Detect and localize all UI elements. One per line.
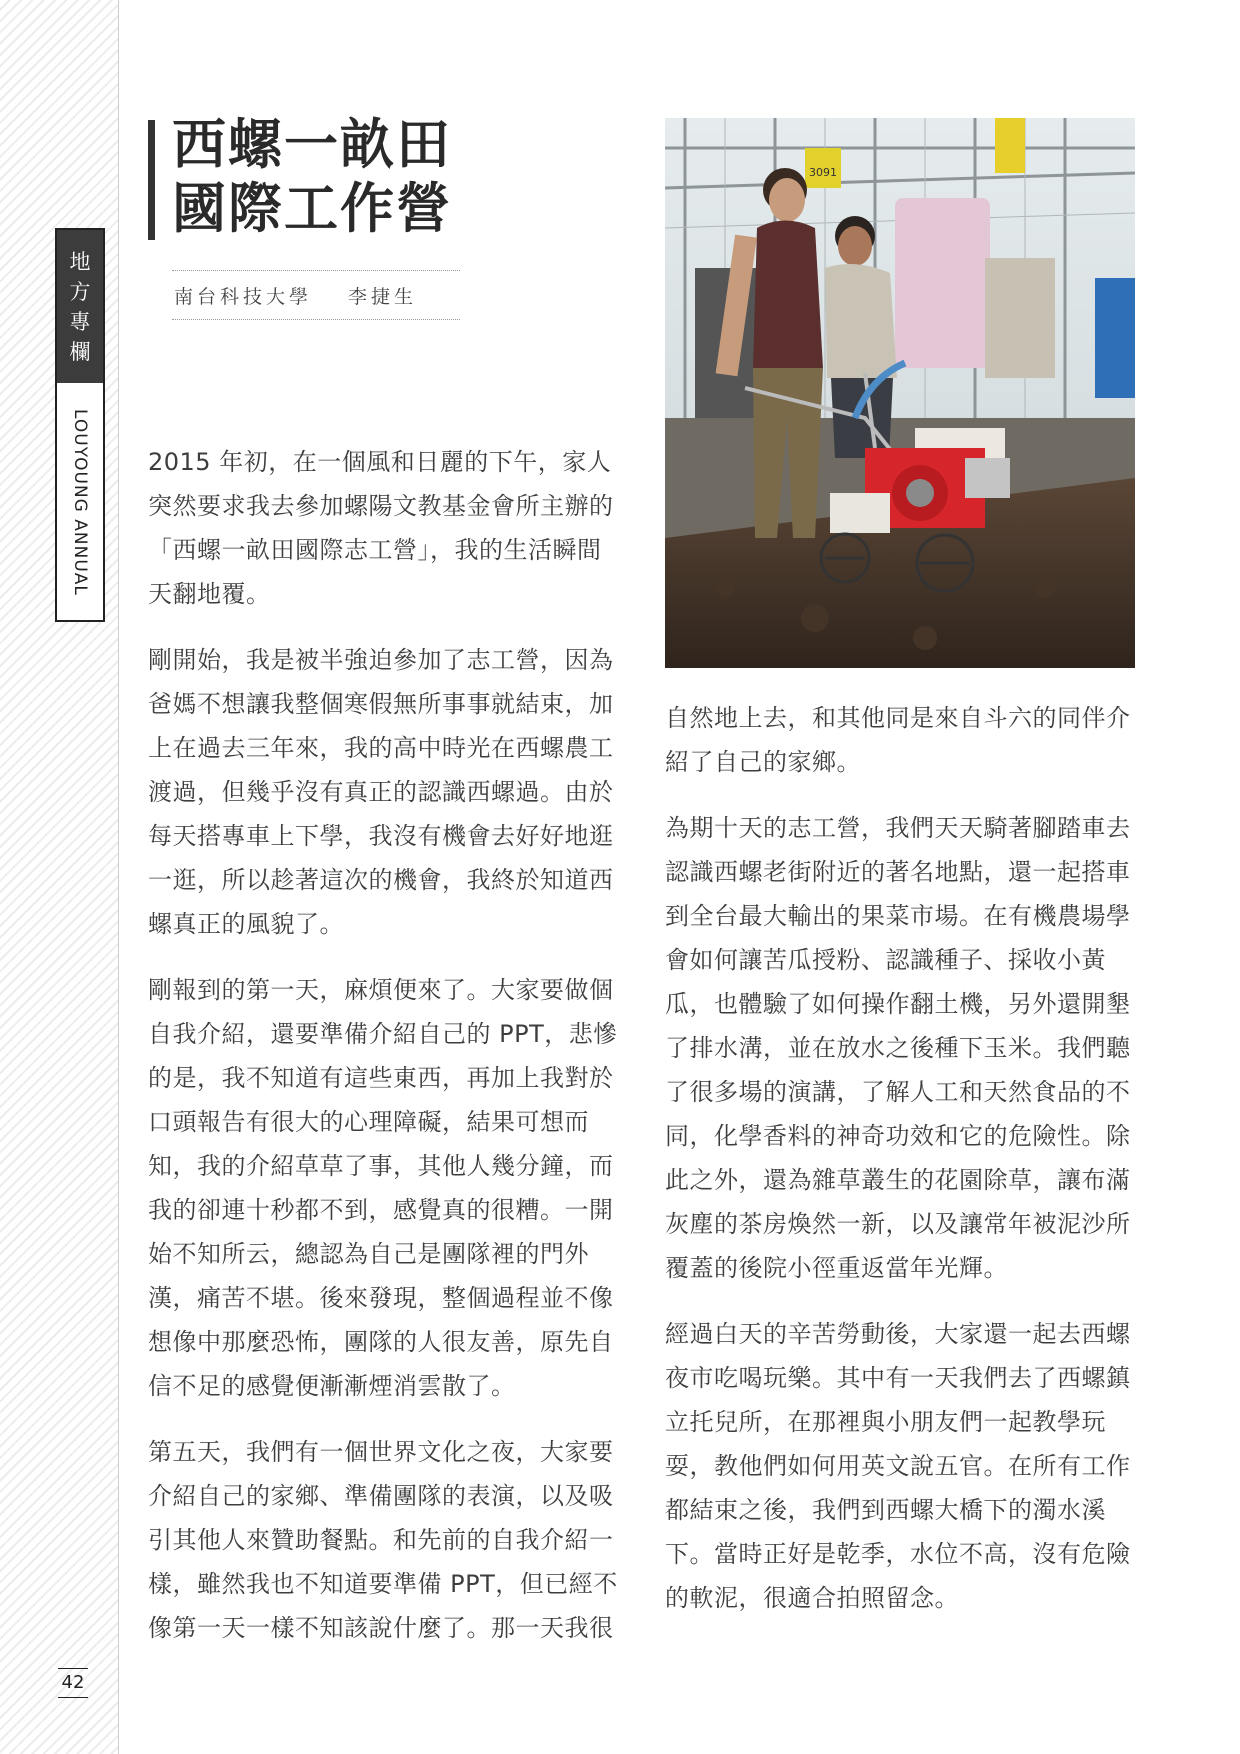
magazine-label [57,385,103,620]
paragraph: 第五天，我們有一個世界文化之夜，大家要介紹自己的家鄉、準備團隊的表演，以及吸引其他人來贊助餐點。和先前的自我介紹一樣，雖然我也不知道要準備 PPT，但已經不像第一天一樣不知該說什麼了。那一天我很 [148,1438,618,1642]
section-label [57,230,103,383]
title-line: 國際工作營 [172,176,452,240]
byline [172,270,460,320]
paragraph: 2015 年初，在一個風和日麗的下午，家人突然要求我去參加螺陽文教基金會所主辦的「西螺一畝田國際志工營」，我的生活瞬間天翻地覆。 [148,448,614,608]
title-accent-bar [148,120,155,240]
page-number: 42 [58,1668,88,1698]
section-char: 欄 [69,339,91,364]
author-name: 李捷生 [348,285,418,308]
paragraph: 為期十天的志工營，我們天天騎著腳踏車去認識西螺老街附近的著名地點，還一起搭車到全台最大輸出的果菜市場。在有機農場學會如何讓苦瓜授粉、認識種子、採收小黃瓜，也體驗了如何操作翻土機，另外還開墾了排水溝，並在放水之後種下玉米。我們聽了很多場的演講，了解人工和天然食品的不同，化學香料的神奇功效和它的危險性。除此之外，還為雜草叢生的花園除草，讓布滿灰塵的茶房煥然一新，以及讓常年被泥沙所覆蓋的後院小徑重返當年光輝。 [665,814,1131,1282]
section-char: 方 [69,279,91,304]
title-line: 西螺一畝田 [172,112,452,176]
paragraph: 剛開始，我是被半強迫參加了志工營，因為爸媽不想讓我整個寒假無所事事就結束，加上在過去三年來，我的高中時光在西螺農工渡過，但幾乎沒有真正的認識西螺過。由於每天搭專車上下學，我沒有機會去好好地逛一逛，所以趁著這次的機會，我終於知道西螺真正的風貌了。 [148,646,614,938]
section-char: 地 [69,249,91,274]
paragraph: 經過白天的辛苦勞動後，大家還一起去西螺夜市吃喝玩樂。其中有一天我們去了西螺鎮立托兒所，在那裡與小朋友們一起教學玩耍，教他們如何用英文說五官。在所有工作都結束之後，我們到西螺大橋下的濁水溪下。當時正好是乾季，水位不高，沒有危險的軟泥，很適合拍照留念。 [665,1320,1131,1612]
section-tab [55,228,105,622]
section-char: 專 [69,309,91,334]
article-title [172,112,492,240]
greenhouse-photo [665,118,1135,668]
left-column [148,440,618,1672]
paragraph: 剛報到的第一天，麻煩便來了。大家要做個自我介紹，還要準備介紹自己的 PPT，悲慘的是，我不知道有這些東西，再加上我對於口頭報告有很大的心理障礙，結果可想而知，我的介紹草草了事，其他人幾分鐘，而我的卻連十秒都不到，感覺真的很糟。一開始不知所云，總認為自己是團隊裡的門外漢，痛苦不堪。後來發現，整個過程並不像想像中那麼恐怖，團隊的人很友善，原先自信不足的感覺便漸漸煙消雲散了。 [148,976,618,1400]
magazine-name: LOUYOUNG ANNUAL [70,409,90,596]
author-school: 南台科技大學 [174,285,313,308]
article-photo [665,118,1135,668]
sign-number: 3091 [809,166,837,179]
right-column [665,696,1135,1642]
paragraph: 自然地上去，和其他同是來自斗六的同伴介紹了自己的家鄉。 [665,704,1131,776]
